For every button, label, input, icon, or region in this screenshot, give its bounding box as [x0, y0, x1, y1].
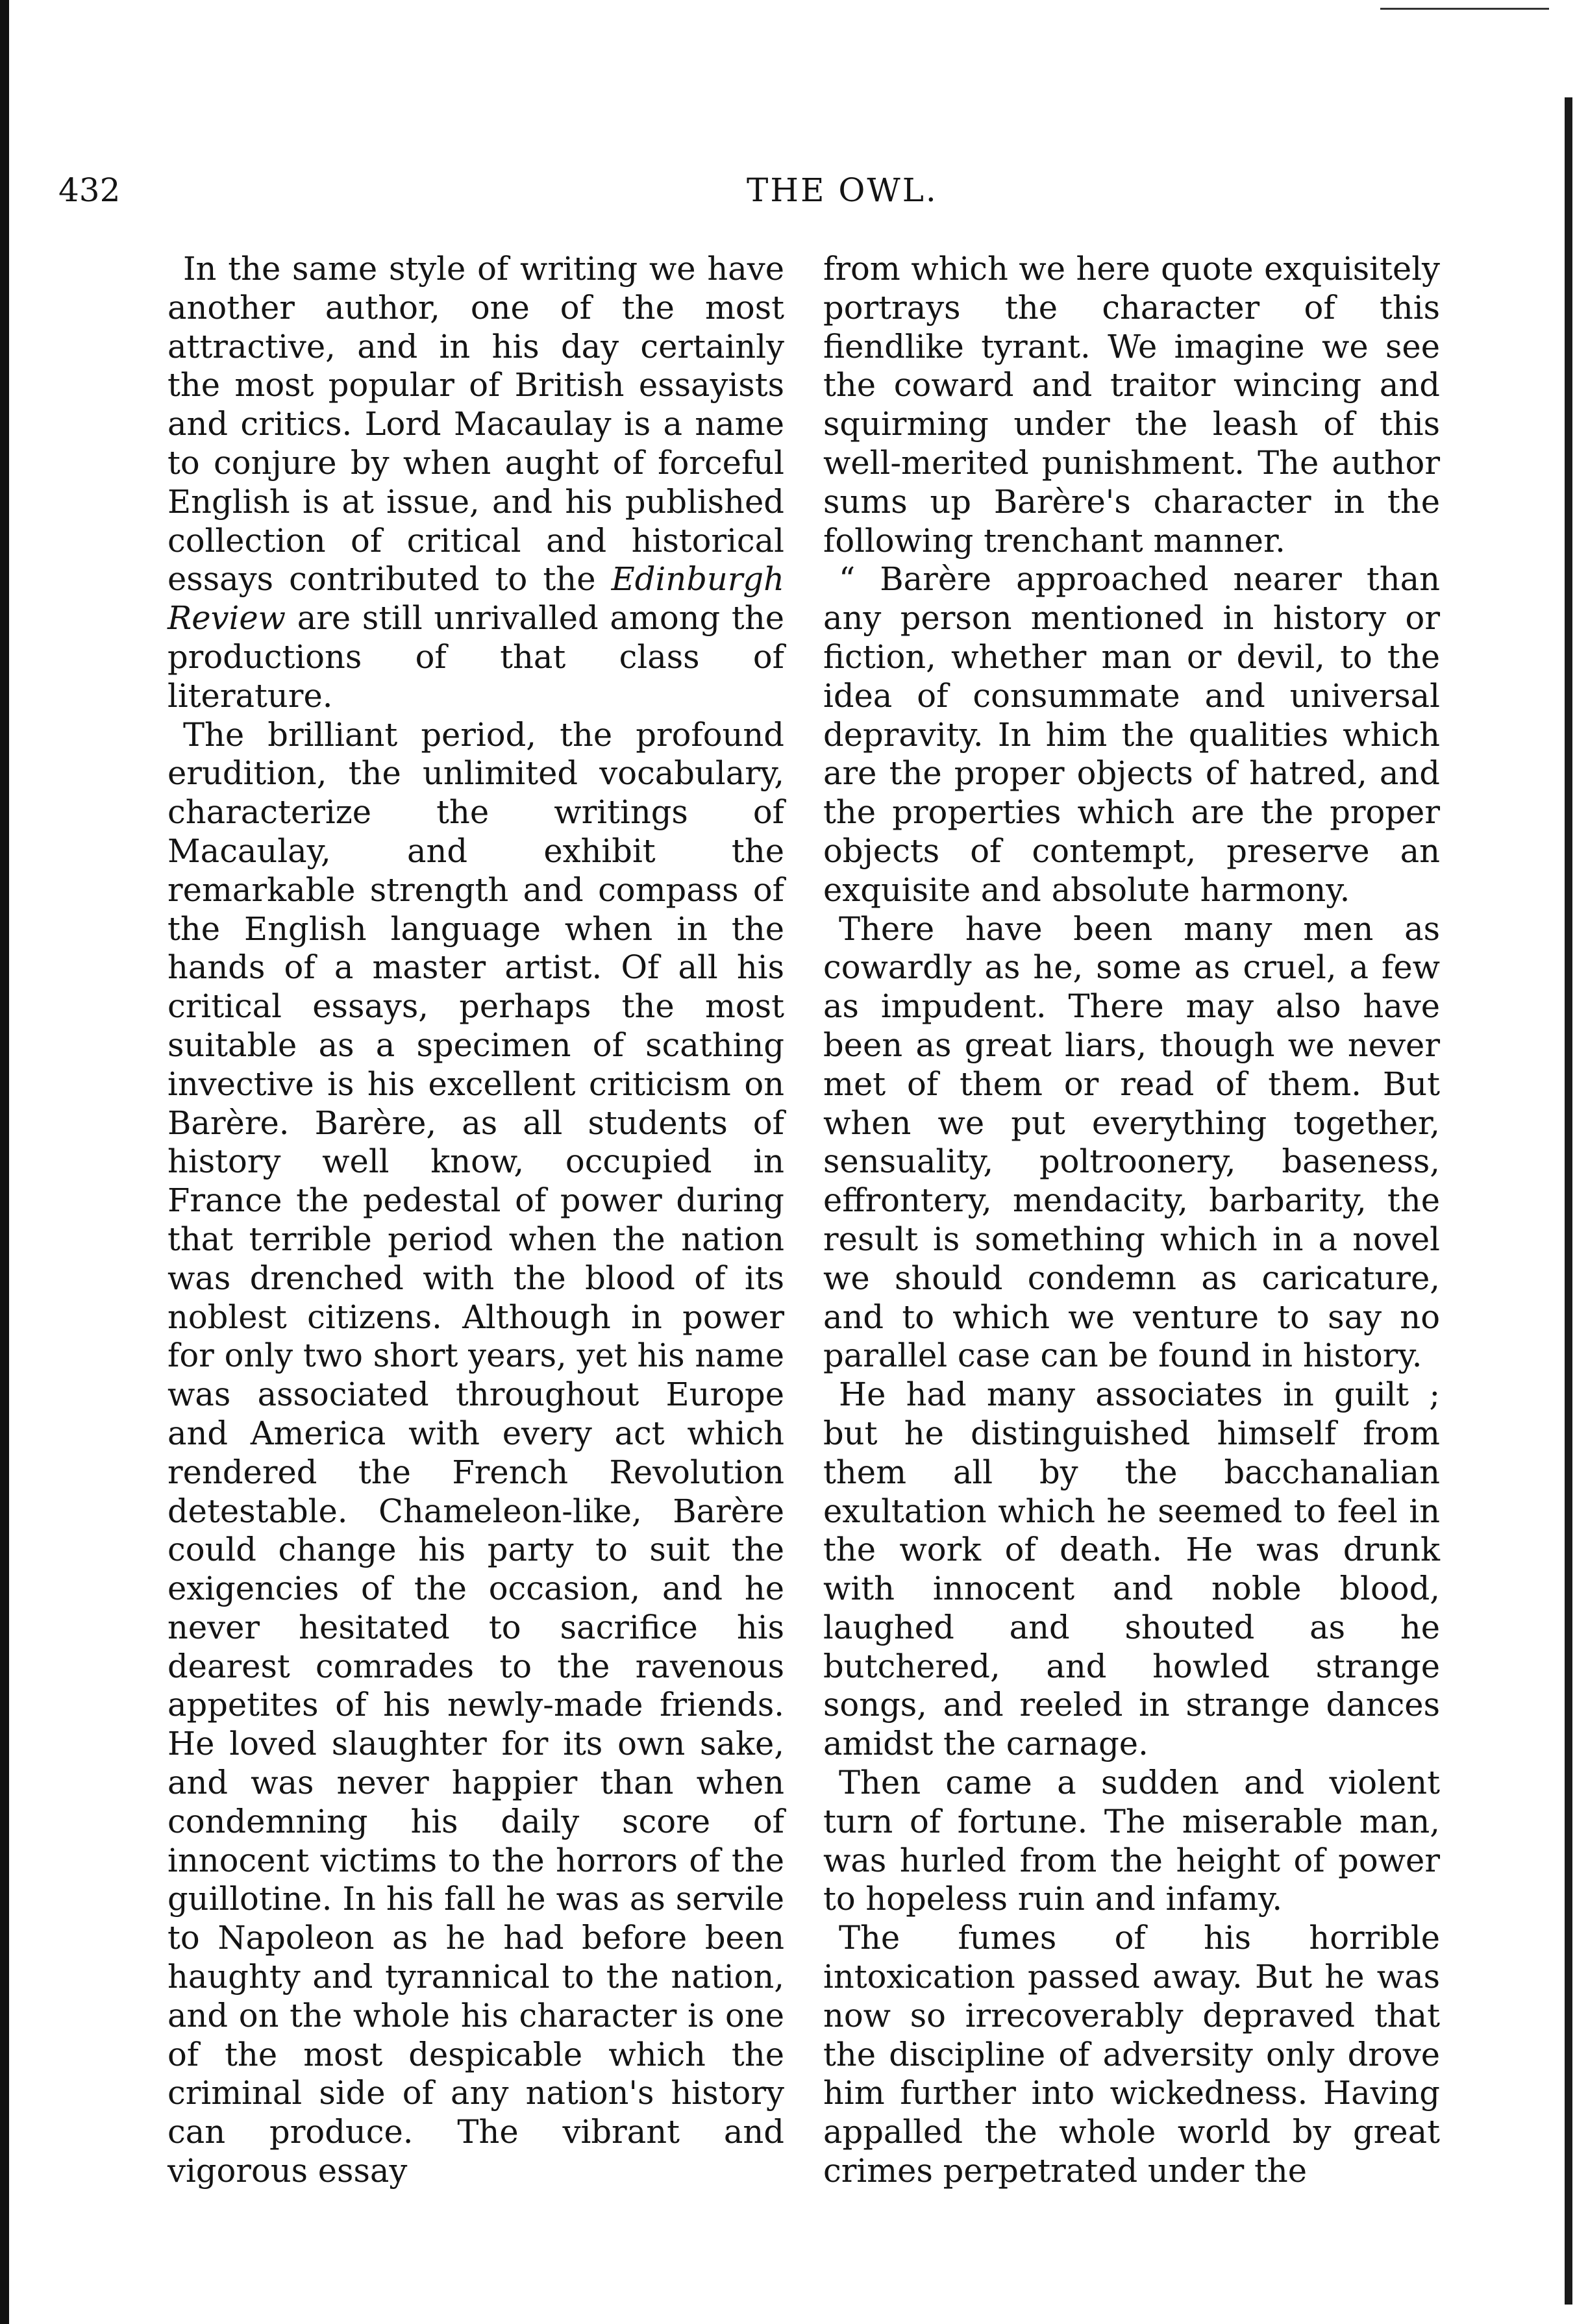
- scan-top-rule: [1380, 8, 1549, 10]
- paragraph: The brilliant period, the profound erudition, the unlimited vocabulary, characterize the writings of Macaulay, and exhibit the remarkable strength and compass of the English language when in the hands of a master artist. Of all his critical essays, perhaps the most suitable as a specimen of scathing invective is his excellent criticism on Barère. Barère, as all students of history well know, occupied in France the pedestal of power during that terrible period when the nation was drenched with the blood of its noblest citizens. Although in power for only two short years, yet his name was associated throughout Europe and America with every act which rendered the French Revolution detestable. Chameleon-like, Barère could change his party to suit the exigencies of the occasion, and he never hesitated to sacrifice his dearest comrades to the ravenous appetites of his newly-made friends. He loved slaughter for its own sake, and was never happier than when condemning his daily score of innocent victims to the horrors of the guillotine. In his fall he was as servile to Napoleon as he had before been haughty and tyrannical to the nation, and on the whole his character is one of the most despicable which the criminal side of any nation's history can produce. The vibrant and vigorous essay: [167, 715, 784, 2190]
- right-column: [823, 250, 1440, 2191]
- quote-paragraph: He had many associates in guilt ; but he distinguished himself from them all by the bacchanalian exultation which he seemed to feel in the work of death. He was drunk with innocent and noble blood, laughed and shouted as he butchered, and howled strange songs, and reeled in strange dances amidst the carnage.: [823, 1376, 1440, 1763]
- quote-paragraph: Then came a sudden and violent turn of fortune. The miserable man, was hurled from the height of power to hopeless ruin and infamy.: [823, 1764, 1440, 1918]
- paragraph: from which we here quote exquisitely portrays the character of this fiendlike tyrant. We imagine we see the coward and traitor wincing and squirming under the leash of this well-merited punishment. The author sums up Barère's character in the following trenchant manner.: [823, 250, 1440, 560]
- left-column: [167, 250, 784, 2191]
- scan-edge-right: [1565, 97, 1572, 2305]
- running-title: THE OWL.: [747, 171, 938, 209]
- page-number: 432: [58, 171, 121, 209]
- quote-paragraph: The fumes of his horrible intoxication passed away. But he was now so irrecoverably depraved that the discipline of adversity only drove him further into wickedness. Having appalled the whole world by great crimes perpetrated under the: [823, 1919, 1440, 2190]
- journal-title: Edinburgh Review: [167, 560, 784, 637]
- quote-paragraph: There have been many men as cowardly as he, some as cruel, a few as impudent. There may also have been as great liars, though we never met of them or read of them. But when we put everything together, sensuality, poltroonery, baseness, effrontery, mendacity, barbarity, the result is something which in a novel we should condemn as caricature, and to which we venture to say no parallel case can be found in history.: [823, 909, 1440, 1375]
- paragraph: [167, 250, 784, 716]
- quote-paragraph: “ Barère approached nearer than any person mentioned in history or fiction, whether man or devil, to the idea of consummate and universal depravity. In him the qualities which are the proper objects of hatred, and the properties which are the proper objects of contempt, preserve an exquisite and absolute harmony.: [823, 560, 1440, 909]
- scan-edge-left: [0, 0, 9, 2324]
- page-header: [58, 167, 1474, 213]
- paragraph-text: are still unrivalled among the productions of that class of literature.: [167, 599, 784, 715]
- paragraph-text: In the same style of writing we have another author, one of the most attractive, and in his day certainly the most popular of British essayists and critics. Lord Macaulay is a name to conjure by when aught of forceful English is at issue, and his published collection of critical and historical essays contributed to the: [167, 250, 784, 599]
